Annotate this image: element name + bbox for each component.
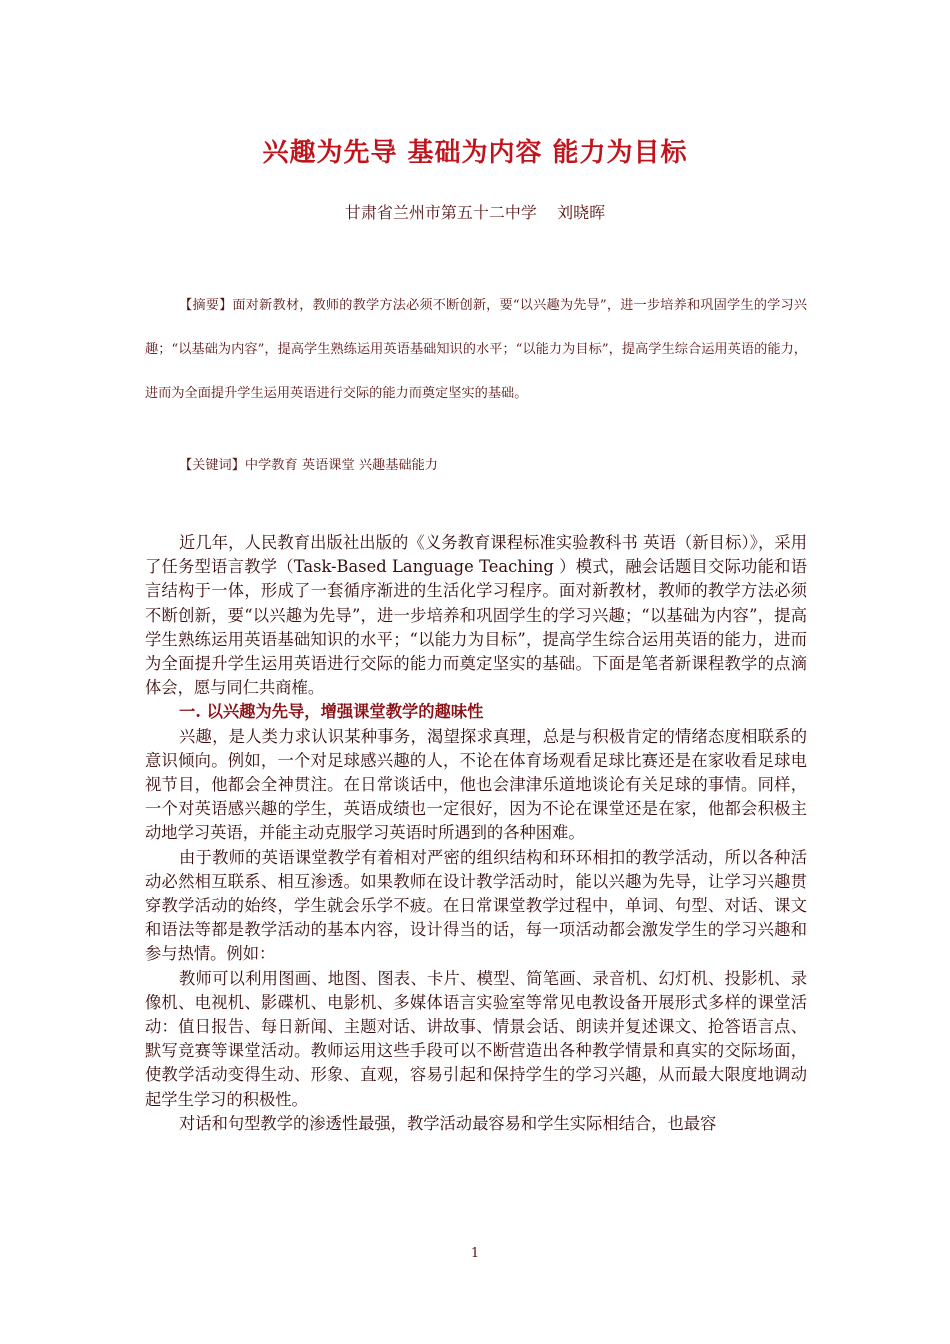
abstract-paragraph: 【摘要】面对新教材，教师的教学方法必须不断创新，要“以兴趣为先导”，进一步培养和巩固学生的学习兴趣；“以基础为内容”，提高学生熟练运用英语基础知识的水平；“以能力为目标”，提高学生综合运用英语的能力，进而为全面提升学生运用英语进行交际的能力而奠定坚实的基础。 <box>145 298 807 401</box>
body-text <box>145 531 807 1136</box>
document-title: 兴趣为先导 基础为内容 能力为目标 <box>262 138 688 168</box>
body-paragraph-intro: 近几年，人民教育出版社出版的《义务教育课程标准实验教科书 英语（新目标）》，采用了任务型语言教学（Task-Based Language Teaching ）模式，融会话题目交际功能和语言结构于一体，形成了一套循序渐进的生活化学习程序。面对新教材，教师的教学方法必须不断创新，要“以兴趣为先导”，进一步培养和巩固学生的学习兴趣；“以基础为内容”，提高学生熟练运用英语基础知识的水平；“以能力为目标”，提高学生综合运用英语的能力，进而为全面提升学生运用英语进行交际的能力而奠定坚实的基础。下面是笔者新课程教学的点滴体会，愿与同仁共商榷。 <box>145 533 807 698</box>
page-number: 1 <box>470 1246 480 1261</box>
keywords-line: 【关键词】中学教育 英语课堂 兴趣基础能力 <box>179 458 438 473</box>
body-paragraph: 教师可以利用图画、地图、图表、卡片、模型、简笔画、录音机、幻灯机、投影机、录像机、电视机、影碟机、电影机、多媒体语言实验室等常见电教设备开展形式多样的课堂活动：值日报告、每日新闻、主题对话、讲故事、情景会话、朗读并复述课文、抢答语言点、默写竞赛等课堂活动。教师运用这些手段可以不断营造出各种教学情景和真实的交际场面，使教学活动变得生动、形象、直观，容易引起和保持学生的学习兴趣，从而最大限度地调动起学生学习的积极性。 <box>145 968 807 1109</box>
body-paragraph: 由于教师的英语课堂教学有着相对严密的组织结构和环环相扣的教学活动，所以各种活动必然相互联系、相互渗透。如果教师在设计教学活动时，能以兴趣为先导，让学习兴趣贯穿教学活动的始终，学生就会乐学不疲。在日常课堂教学过程中，单词、句型、对话、课文和语法等都是教学活动的基本内容，设计得当的话，每一项活动都会激发学生的学习兴趣和参与热情。例如： <box>145 847 807 964</box>
author-byline: 甘肃省兰州市第五十二中学 刘晓晖 <box>344 203 606 222</box>
body-paragraph: 对话和句型教学的渗透性最强，教学活动最容易和学生实际相结合，也最容 <box>179 1113 717 1133</box>
section-heading-1: 一. 以兴趣为先导，增强课堂教学的趣味性 <box>179 702 484 722</box>
body-paragraph: 兴趣，是人类力求认识某种事务，渴望探求真理，总是与积极肯定的情绪态度相联系的意识倾向。例如，一个对足球感兴趣的人，不论在体育场观看足球比赛还是在家收看足球电视节目，他都会全神贯注。在日常谈话中，他也会津津乐道地谈论有关足球的事情。同样，一个对英语感兴趣的学生，英语成绩也一定很好，因为不论在课堂还是在家，他都会积极主动地学习英语，并能主动克服学习英语时所遇到的各种困难。 <box>145 726 807 843</box>
